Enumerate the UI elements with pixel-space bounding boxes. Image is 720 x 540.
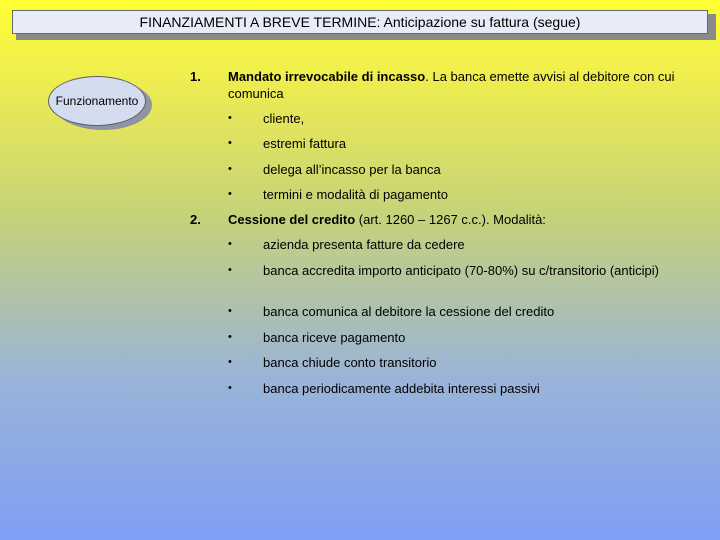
section-2-bullet-4: banca riceve pagamento (263, 330, 406, 345)
slide-title: FINANZIAMENTI A BREVE TERMINE: Anticipazione su fattura (segue) (12, 10, 708, 34)
bullet-symbol: • (228, 238, 232, 250)
section-2-bullet-3: banca comunica al debitore la cessione del credito (263, 304, 555, 319)
section-1-heading: Mandato irrevocabile di incasso (228, 69, 426, 84)
bullet-symbol: • (228, 112, 232, 124)
section-2-number: 2. (190, 212, 201, 227)
bullet-symbol: • (228, 331, 232, 343)
bullet-symbol: • (228, 163, 232, 175)
bullet-symbol: • (228, 305, 232, 317)
section-1-bullet-3: delega all’incasso per la banca (263, 162, 441, 177)
section-2-text (228, 211, 698, 228)
section-1-description: . La banca emette avvisi al debitore con cui comunica (228, 69, 675, 101)
section-2-bullet-1: azienda presenta fatture da cedere (263, 237, 465, 252)
section-1-text (228, 68, 698, 102)
bullet-symbol: • (228, 264, 232, 276)
bullet-symbol: • (228, 188, 232, 200)
section-2-bullet-6: banca periodicamente addebita interessi passivi (263, 381, 540, 396)
section-1-number: 1. (190, 69, 201, 84)
funzionamento-label: Funzionamento (48, 76, 146, 126)
bullet-symbol: • (228, 137, 232, 149)
bullet-symbol: • (228, 382, 232, 394)
section-1-bullet-4: termini e modalità di pagamento (263, 187, 448, 202)
section-1-bullet-1: cliente, (263, 111, 305, 126)
section-2-bullet-5: banca chiude conto transitorio (263, 355, 437, 370)
section-2-heading: Cessione del credito (228, 212, 356, 227)
section-2-description: (art. 1260 – 1267 c.c.). Modalità: (355, 212, 546, 227)
section-1-bullet-2: estremi fattura (263, 136, 347, 151)
bullet-symbol: • (228, 356, 232, 368)
section-2-bullet-2: banca accredita importo anticipato (70-80%) su c/transitorio (anticipi) (263, 263, 659, 278)
